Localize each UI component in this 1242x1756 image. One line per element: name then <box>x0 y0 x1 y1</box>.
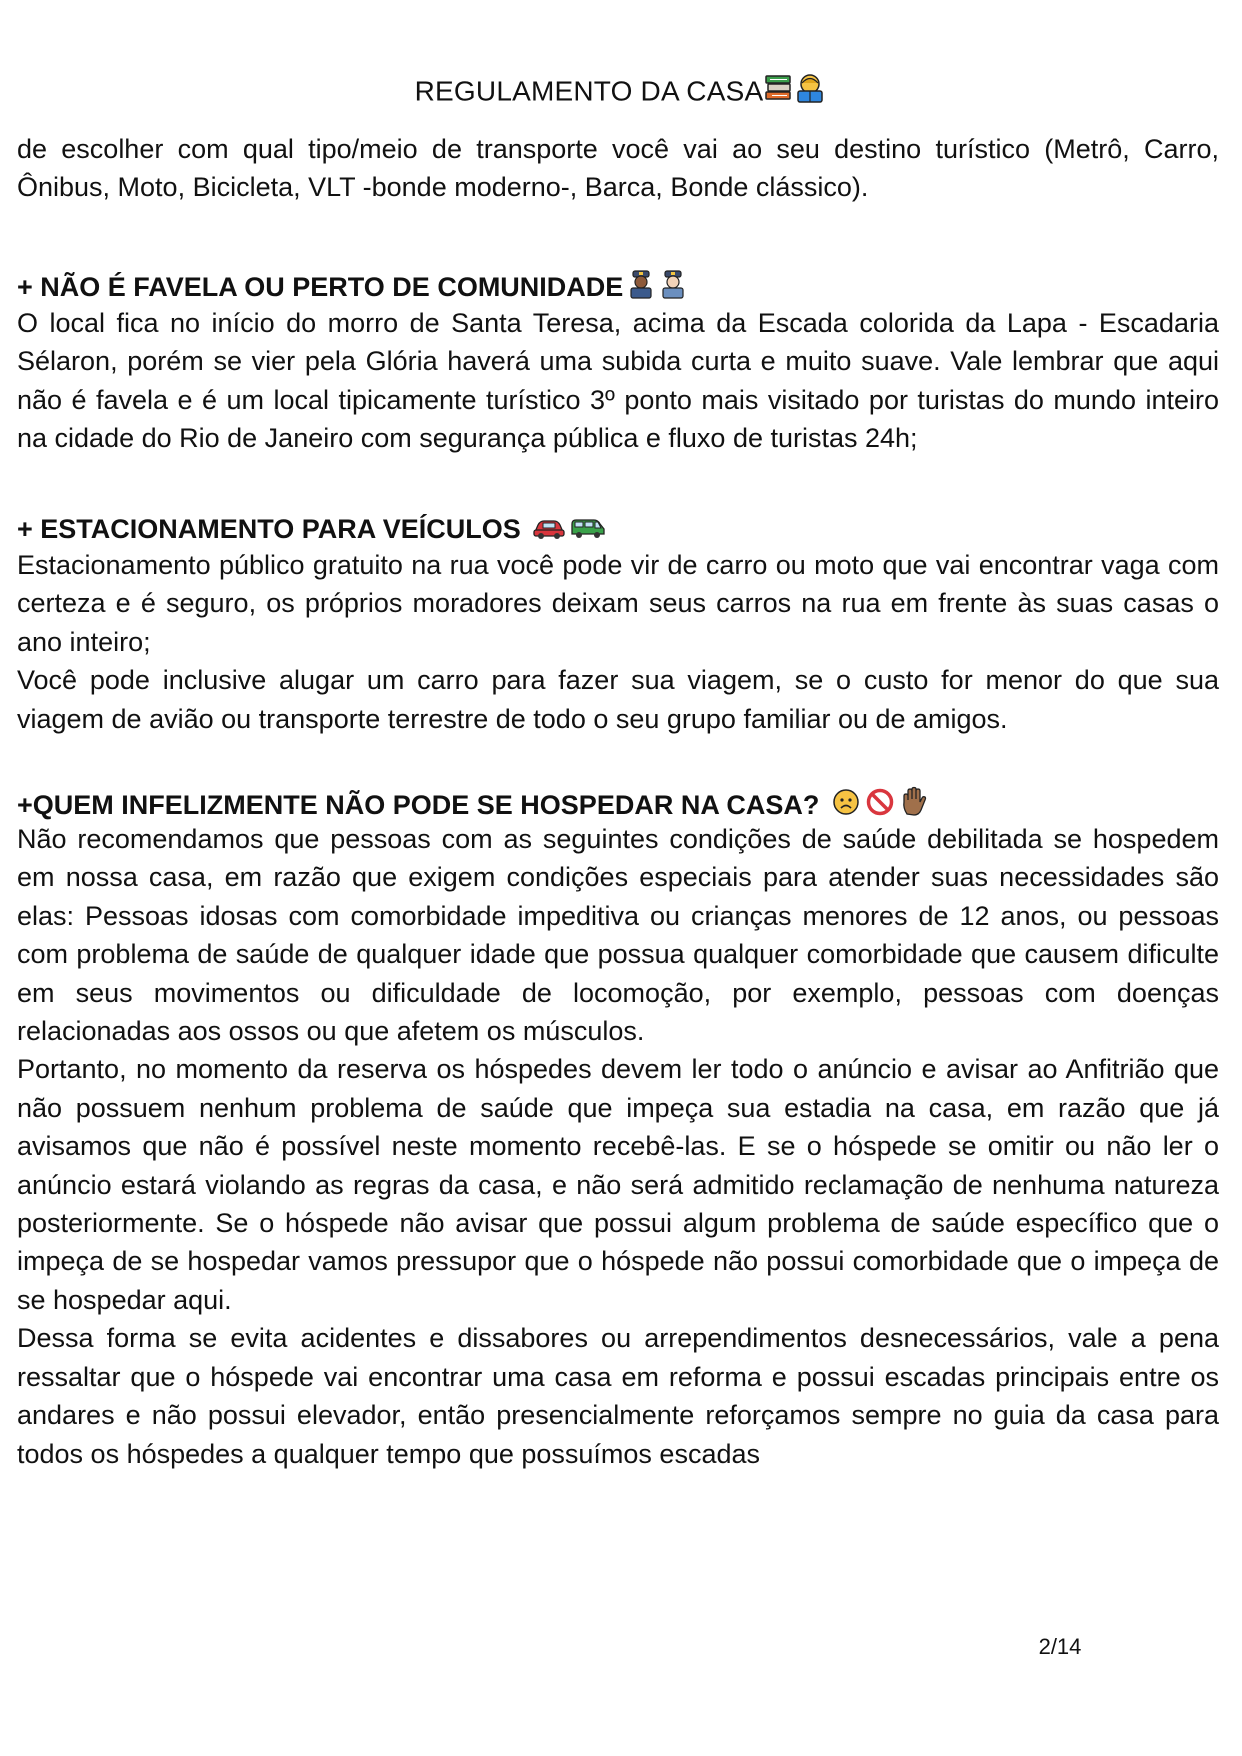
section-body-who-cannot-stay <box>17 820 1219 1473</box>
police-officer-icon <box>627 269 655 309</box>
intro-text: de escolher com qual tipo/meio de transporte você vai ao seu destino turístico (Metrô, Carro, Ônibus, Moto, Bicicleta, VLT -bonde moderno-, Barca, Bonde clássico). <box>17 134 1219 203</box>
section-heading-text: +QUEM INFELIZMENTE NÃO PODE SE HOSPEDAR NA CASA? <box>17 790 820 821</box>
paragraph: Não recomendamos que pessoas com as seguintes condições de saúde debilitada se hospedem em nossa casa, em razão que exigem condições especiais para atender suas necessidades são elas: Pessoas idosas com comorbidade impeditiva ou crianças menores de 12 anos, ou pessoas com problema de saúde de qualquer idade que possua qualquer comorbidade que causem dificulte em seus movimentos ou dificuldade de locomoção, por exemplo, pessoas com doenças relacionadas aos ossos ou que afetem os músculos. <box>17 824 1219 1047</box>
section-heading-not-favela <box>17 268 1219 309</box>
page-number: 2/14 <box>1038 1634 1082 1659</box>
paragraph: Portanto, no momento da reserva os hóspedes devem ler todo o anúncio e avisar ao Anfitrião que não possuem nenhum problema de saúde que impeça sua estadia na casa, em razão que já avisamos que não é possível neste momento recebê-las. E se o hóspede se omitir ou não ler o anúncio estará violando as regras da casa, e não será admitido reclamação de nenhuma natureza posteriormente. Se o hóspede não avisar que possui algum problema de saúde específico que o impeça de se hospedar vamos pressupor que o hóspede não possui comorbidade que o impeça de se hospedar aqui. <box>17 1054 1219 1315</box>
paragraph: O local fica no início do morro de Santa Teresa, acima da Escada colorida da Lapa - Escadaria Sélaron, porém se vier pela Glória haverá uma subida curta e muito suave. Vale lembrar que aqui não é favela e é um local tipicamente turístico 3º ponto mais visitado por turistas do mundo inteiro na cidade do Rio de Janeiro com segurança pública e fluxo de turistas 24h; <box>17 308 1219 454</box>
section-body-parking <box>17 546 1219 738</box>
page-title <box>0 72 1242 114</box>
books-icon <box>763 73 793 113</box>
section-heading-text: + NÃO É FAVELA OU PERTO DE COMUNIDADE <box>17 272 624 302</box>
police-officer-woman-icon <box>659 269 687 309</box>
paragraph: Você pode inclusive alugar um carro para fazer sua viagem, se o custo for menor do que sua viagem de avião ou transporte terrestre de todo o seu grupo familiar ou de amigos. <box>17 665 1219 734</box>
intro-paragraph <box>17 130 1219 207</box>
section-body-not-favela <box>17 304 1219 458</box>
person-reading-icon <box>793 72 827 114</box>
section-heading-text: + ESTACIONAMENTO PARA VEÍCULOS <box>17 514 521 544</box>
green-van-icon <box>570 512 606 550</box>
red-car-icon <box>532 512 566 550</box>
paragraph: Dessa forma se evita acidentes e dissabores ou arrependimentos desnecessários, vale a pena ressaltar que o hóspede vai encontrar uma casa em reforma e possui escadas principais entre os andares e não possui elevador, então presencialmente reforçamos sempre no guia da casa para todos os hóspedes a qualquer tempo que possuímos escadas <box>17 1323 1219 1469</box>
section-heading-parking <box>17 510 1219 550</box>
title-text: REGULAMENTO DA CASA <box>414 75 764 107</box>
paragraph: Estacionamento público gratuito na rua você pode vir de carro ou moto que vai encontrar vaga com certeza e é seguro, os próprios moradores deixam seus carros na rua em frente às suas casas o ano inteiro; <box>17 550 1219 657</box>
